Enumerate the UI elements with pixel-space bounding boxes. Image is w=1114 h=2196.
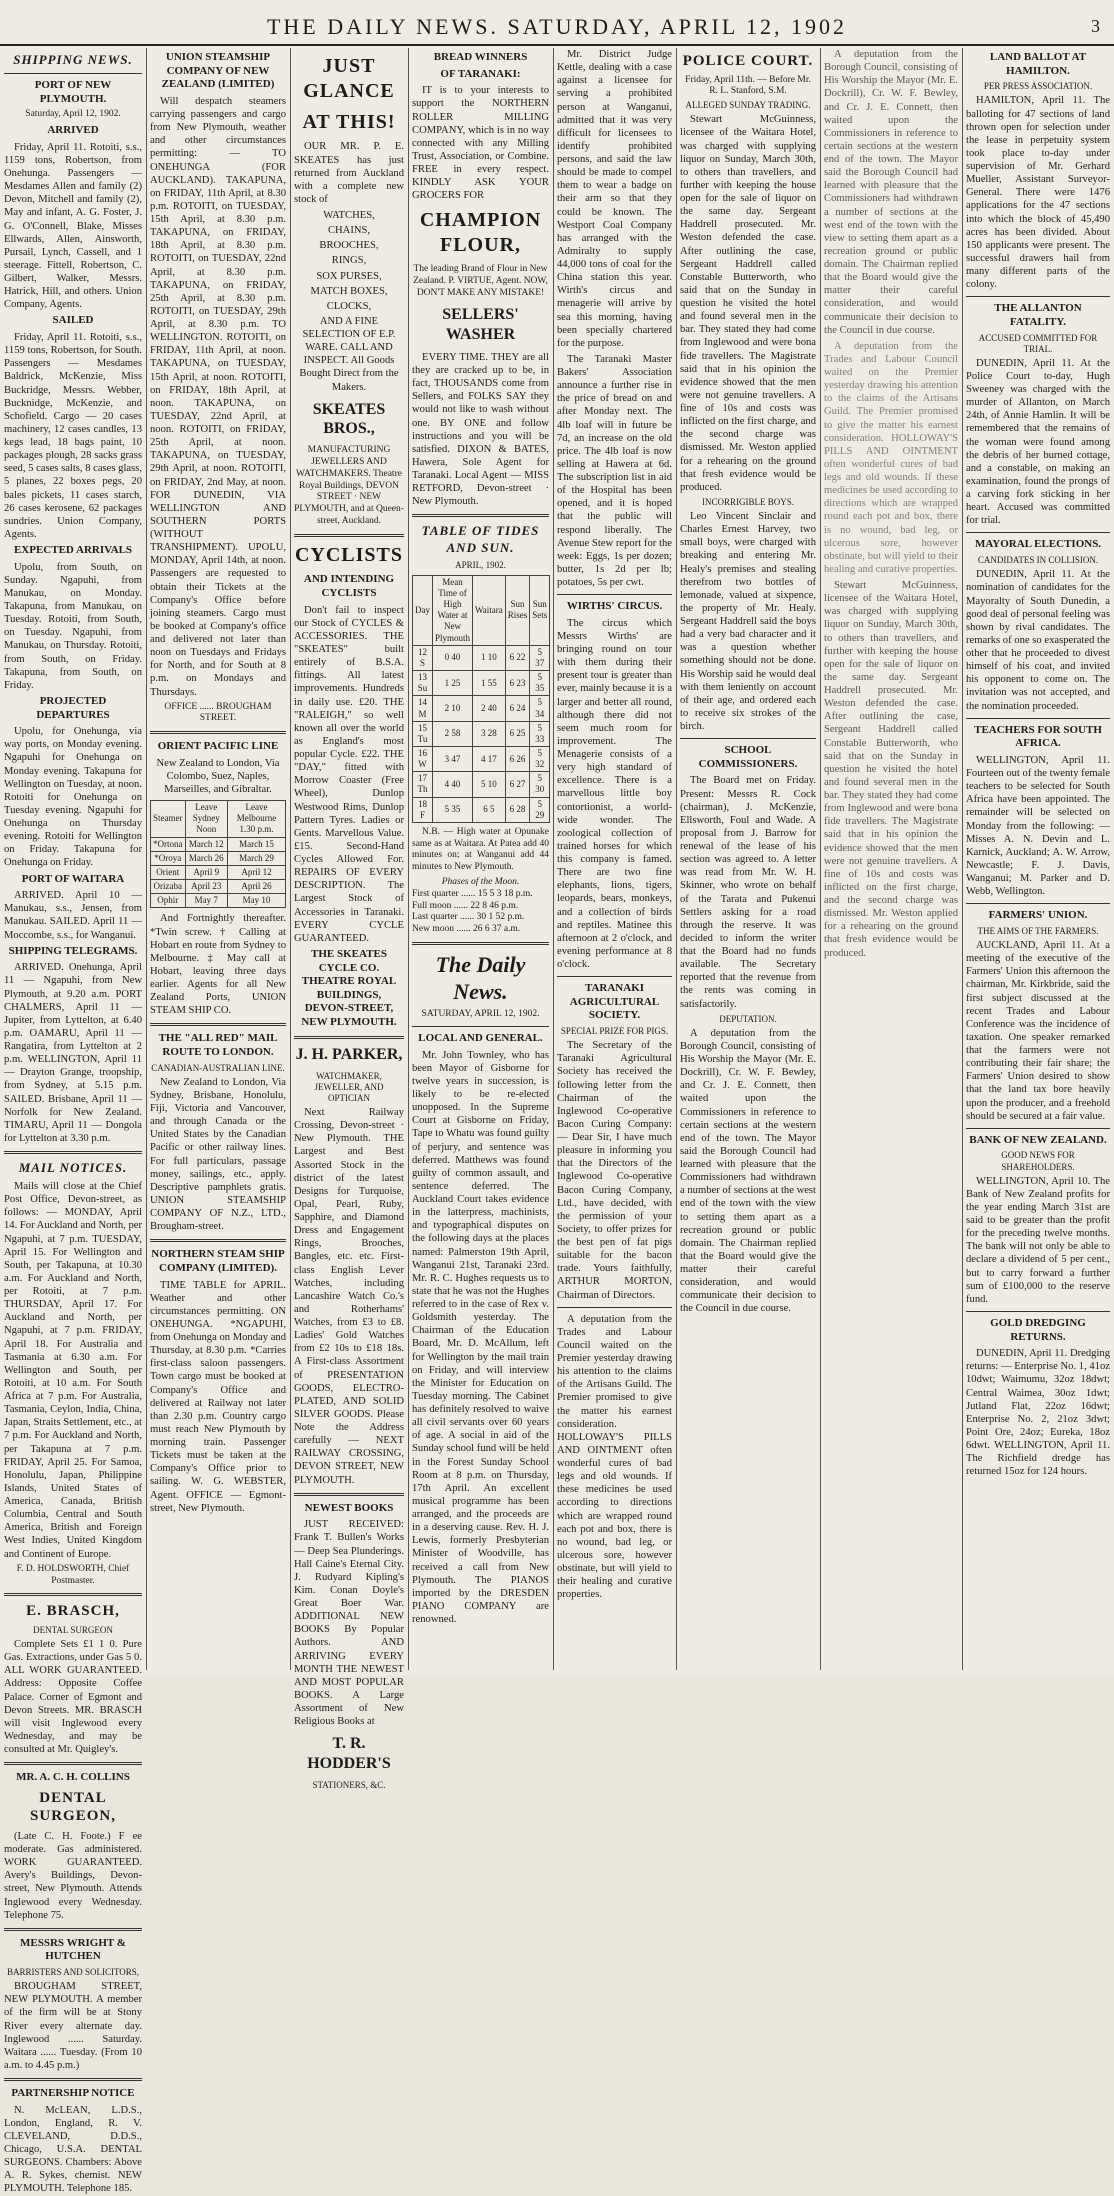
rule (294, 1036, 404, 1039)
bnz-heading: BANK OF NEW ZEALAND. (969, 1133, 1107, 1146)
rule (680, 738, 816, 739)
table-cell: 4 40 (433, 772, 473, 797)
orient-table (150, 800, 286, 908)
column-ads-news (412, 48, 549, 1670)
mail-text: Mails will close at the Chief Post Office, Devon-street, as follows: — MONDAY, April 14. For Auckland and North, per Ngapuhi, at 7 p.m. TUESDAY, April 15. For Wellington and South, per Takapuna, at 10.30 a.m. For Auckland and North, per Rotoiti, at 7 p.m. THURSDAY, April 17. For Auckland and North, per Ngapuhi, at 7 p.m. FRIDAY, April 18. For Australia and Tasmania at 6.30 a.m. For Wellington and South, per Rotoiti, at 10 a.m. For South Africa at 7 p.m. For Australia, Tasmania, Ceylon, India, China, Japan, Straits Settlement, etc., at 7 p.m. For Auckland and North, per Takapuna at 7 p.m. FRIDAY, April 25. For Samoa, Honolulu, Japan, Philippine Islands, United States of America, Canada, British Columbia, Central and South America, British and Foreign West Indies, United Kingdom and Continent of Europe. (4, 1181, 142, 1560)
mail-heading: MAIL NOTICES. (18, 1160, 128, 1175)
sly-text: Stewart McGuinness, licensee of the Waitara Hotel, was charged with supplying liquor on Sunday, March 30th, to others than travellers, and further with keeping the house open for the sale of liquor on the same day. Sergeant Haddrell prosecuted. Mr. Weston defended the case. After outlining the case, Sergeant Haddrell called Constable Butterworth, who said that on the Sunday in question he visited the hotel and found several men in the bar. They stated they had come from Inglewood and were bona fide travellers. The Magistrate said that in his opinion the evidence showed that the men were not genuine travellers. A fine of 10s and costs was inflicted on the first charge, and the second charge was dismissed. Mr. Weston applied for a rehearing on the ground that fresh evidence would be produced. (680, 114, 816, 493)
news-para: A deputation from the Trades and Labour Council waited on the Premier yesterday drawing his attention to the claims of the Artisans Guild. The Premier promised to give the matter his earnest consideration. HOLLOWAY'S PILLS AND OINTMENT often wonderful cures of bad legs and old wounds. If these medicines be used according to directions which are wrapped round each pot and box, there is no wound, bad leg, or ulcerous sore, however obstinate, but will yield to their healing and curative properties. (557, 1313, 672, 1601)
ballot-text: HAMILTON, April 11. The balloting for 47 sections of land thrown open for selection under the lease in perpetuity system took place to-day under supervision of Mr. Gerhard Mueller, Assistant Surveyor-General. There were 1476 applications for the 47 sections into which the block of 45,490 acres has been divided. About 150 applicants were present. The successful drawers hail from many different parts of the colony. (966, 95, 1110, 291)
table-header: Leave Melbourne 1.30 p.m. (227, 801, 285, 837)
table-cell: 6 26 (505, 746, 530, 771)
rule (294, 1493, 404, 1496)
postmaster: F. D. HOLDSWORTH, Chief Postmaster. (16, 1563, 130, 1586)
fatality-text: DUNEDIN, April 11. At the Police Court to-day, Hugh Sweeney was charged with the murder of Allanton, on March 24th, of Annie Hamlin. It will be remembered that the remains of the woman were found among the debris of her burned cottage, and a constable, on making an examination, found the prongs of a carving fork sticking in her heart. Accused was committed for trial. (966, 357, 1110, 527)
collins-title: MR. A. C. H. COLLINS (16, 1771, 130, 1784)
mayoral-heading: MAYORAL ELECTIONS. (974, 538, 1102, 551)
cyclists-text: Don't fail to inspect our Stock of CYCLES & ACCESSORIES. THE "SKEATES" built entirely of B.S.A. fittings. All latest improvements. Hundreds in daily use. £20. THE "RALEIGH," so well known all over the world as England's most popular Cycle. £22. THE "DAY," fitted with Morrow Coaster (Free Wheel), Dunlop Westwood Rims, Dunlop Pattern Tyres. Ladies or Gents. Marvellous Value. £15. Second-Hand Cycles Allowed For. REPAIRS OF EVERY DESCRIPTION. The Largest Stock of Accessories in Taranaki. EVERY CYCLE GUARANTEED. (294, 604, 404, 944)
table-cell: 6 23 (505, 671, 530, 696)
farmers-sub: THE AIMS OF THE FARMERS. (977, 925, 1099, 936)
fatality-heading: THE ALLANTON FATALITY. (994, 302, 1082, 328)
bread-sub: OF TARANAKI: (440, 67, 521, 80)
rule (4, 1928, 142, 1931)
projected-heading: PROJECTED DEPARTURES (36, 694, 110, 721)
column-divider (553, 48, 554, 1670)
table-row (151, 837, 286, 851)
rule (4, 1593, 142, 1596)
northern-text: TIME TABLE for APRIL. Weather and other circumstances permitting. ON ONEHUNGA. *NGAPUHI, from Onehunga on Monday and Thursday, at 8.30 p.m. *Carries first-class saloon passengers. Town cargo must be booked at Company's Office and delivered at Railway not later than 2.30 p.m. Country cargo must reach New Plymouth by morning train. Passenger Tickets must be taken at the Company's Office prior to sailing. W. G. WEBSTER, Agent. OFFICE — Egmont-street, New Plymouth. (150, 1279, 286, 1514)
table-cell: 18 F (413, 797, 433, 822)
parker-title: J. H. PARKER, (295, 1045, 403, 1063)
teachers-heading: TEACHERS FOR SOUTH AFRICA. (974, 723, 1102, 750)
sellers-title: SELLERS' WASHER (442, 306, 519, 344)
table-cell: 3 47 (433, 746, 473, 771)
table-row (413, 772, 550, 797)
skeates-title: SKEATES BROS., (312, 400, 386, 438)
table-cell: March 29 (227, 851, 285, 865)
depot-text: A deputation from the Borough Council, consisting of His Worship the Mayor (Mr. E. Dockrill), Cr. W. F. Bewley, and Cr. J. E. Connett, then waited upon the Commissioners in reference to certain sections at the western end of the town. The Mayor said the Borough Council had learned with pleasure that the Commissioners had withdrawn a number of sections at the west end of the town with the view to setting them apart as a recreation ground or public domain. The Chairman replied that the Board would give the matter their careful consideration, and would communicate their decision to the Council in due course. (680, 1027, 816, 1315)
tides-table (412, 575, 550, 823)
allred-title: THE "ALL RED" MAIL ROUTE TO LONDON. (158, 1032, 278, 1059)
tas-text: The Secretary of the Taranaki Agricultural Society has received the following letter from the Chairman of the Inglewood Co-operative Bacon Curing Company: — Dear Sir, I have much pleasure in informing you that the Directors of the Inglewood Co-operative Bacon Curing Company, Ltd., have decided, with the permission of your Society, to offer prizes for the best pen of fat pigs suitable for the bacon trade. Yours faithfully, ARTHUR MORTON, Chairman of Directors. (557, 1040, 672, 1301)
farmers-heading: FARMERS' UNION. (988, 909, 1088, 922)
sly-heading: ALLEGED SUNDAY TRADING. (685, 100, 811, 111)
wright-title: MESSRS WRIGHT & HUTCHEN (20, 1936, 126, 1963)
phase-line: Full moon ...... 22 8 46 p.m. (412, 900, 519, 911)
books-text: JUST RECEIVED: Frank T. Bullen's Works — Deep Sea Plunderings. Hall Caine's Eternal City. J. Rudyard Kipling's Kim. Conan Doyle's Great Boer War. ADDITIONAL NEW BOOKS By Popular Authors. AND ARRIVING EVERY MONTH THE NEWEST AND MOST POPULAR BOOKS. A Large Assortment of New Religious Books at (294, 1519, 404, 1728)
table-header: Waitara (473, 575, 506, 645)
mayoral-text: DUNEDIN, April 11. At the nomination of candidates for the Mayoralty of South Dunedin, a good deal of personal feeling was shown by rival candidates. The remarks of one so exasperated the other that he proceeded to divest himself of his coat, and invited his opponent to come on. The invitation was not accepted, and the nomination proceeded. (966, 569, 1110, 712)
table-cell: April 12 (227, 865, 285, 879)
table-cell: 1 25 (433, 671, 473, 696)
local-text: Mr. John Townley, who has been Mayor of Gisborne for twelve years in succession, is likely to be re-elected unopposed. In the Supreme Court at Gisborne on Friday, Tape to Whatu was found guilty of perjury, and sentence was deferred. Matthews was found guilty of common assault, and sentence deferred. The Auckland Court takes evidence in the latterpress, machinists, and typographical disputes on the following days at the places named: Palmerston 19th April, Wanganui 21st, Taranaki 23rd. Mr. R. C. Hughes requests us to state that he was not the Hughes referred to in the case of Rex v. Goldsmith yesterday. The Chairman of the Education Board, Mr. D. McAllum, left for Wellington by the mail train on Friday, and will interview the Minister for Education on Tuesday morning. The Cabinet has definitely resolved to waive all civil servants over 60 years of age. A social in aid of the Sunday school fund will be held in the Forest Sunday School Room at 8 p.m. on Thursday, 17th April. An excellent musical programme has been arranged, and the proceeds are in a deserving cause. Rev. H. J. Lewis, formerly Presbyterian Minister of Woodville, has received a call from New Plymouth. The PIANOS imported by the DRESDEN PIANO COMPANY are renowned. (412, 1049, 549, 1626)
hodder-title: T. R. HODDER'S (307, 1735, 391, 1773)
table-header: Mean Time of High Water at New Plymouth (433, 575, 473, 645)
rule (966, 718, 1110, 719)
table-header: Sun Sets (530, 575, 550, 645)
rule (412, 514, 549, 517)
table-header: Day (413, 575, 433, 645)
bread-text: IT is to your interests to support the NORTHERN ROLLER MILLING COMPANY, which is in no way connected with any Milling Trust, Association, or Combine. FREE in every respect. KINDLY ASK YOUR GROCERS FOR (412, 85, 549, 202)
jag-item: BROOCHES, (319, 240, 379, 252)
teachers-text: WELLINGTON, April 11. Fourteen out of the twenty female teachers to be selected for South Africa have been appointed. The remainder will be selected on Monday from the following: — Misses A. N. Devin and L. Karnick, Auckland; A. W. Arrow, Newcastle; F. J. Davis, Wanganui; M. Parker and D. Webb, Wellington. (966, 754, 1110, 898)
table-cell: 2 40 (473, 696, 506, 721)
collins-text: (Late C. H. Foote.) F ee moderate. Gas administered. WORK GUARANTEED. Avery's Buildings, Devon-street, New Plymouth. Attends Inglewood every Wednesday. Telephone 75. (4, 1830, 142, 1921)
champion-text: The leading Brand of Flour in New Zealand. P. VIRTUE, Agent. NOW, DON'T MAKE ANY MISTAKE! (413, 263, 548, 298)
table-cell: 5 37 (530, 645, 550, 670)
table-row (151, 851, 286, 865)
collins-sub: DENTAL SURGEON, (30, 1789, 116, 1825)
telegrams-text: ARRIVED. Onehunga, April 11 — Ngapuhi, from New Plymouth, at 9.20 a.m. PORT CHALMERS, April 11 — Jupiter, from Lyttelton, at 6.40 p.m. OAMARU, April 11 — Rangatira, from Lyttelton at 2 p.m. WELLINGTON, April 11 — Drayton Grange, troopship, from Sydney, at 5.15 p.m. SAILED. Brisbane, April 11 — Norfolk for New Zealand. TIMARU, April 11 — Dongola for Lyttelton at 3.30 p.m. (4, 962, 142, 1144)
phase-line: Last quarter ...... 30 1 52 p.m. (412, 912, 525, 923)
champion-title: CHAMPION FLOUR, (419, 209, 542, 257)
table-cell: 15 Tu (413, 721, 433, 746)
tides-title: TABLE OF TIDES AND SUN. (421, 523, 540, 555)
table-cell: March 12 (185, 837, 227, 851)
rule (412, 942, 549, 945)
table-cell: 6 25 (505, 721, 530, 746)
tas-sub: SPECIAL PRIZE FOR PIGS. (560, 1026, 669, 1036)
rule (4, 73, 142, 74)
column-news-2 (824, 48, 958, 1670)
tides-note: N.B. — High water at Opunake same as at Waitara. At Patea add 40 minutes on; at Wanganui add 44 minutes to New Plymouth. (412, 826, 549, 873)
table-header-row (151, 801, 286, 837)
bnz-text: WELLINGTON, April 10. The Bank of New Zealand profits for the year ending March 31st are said to be greater than the profit for the preceding twelve months. The bank will not only be able to declare a dividend of 5 per cent., but to carry forward a further sum of £100,000 to the reserve fund. (966, 1175, 1110, 1305)
jag-title: JUST GLANCE (303, 55, 395, 102)
table-cell: April 9 (185, 865, 227, 879)
column-police (680, 48, 816, 1670)
table-row (151, 894, 286, 908)
rule (557, 1307, 672, 1308)
news-para: The Taranaki Master Bakers' Association announce a further rise in the price of bread on and after Monday next. The 4lb loaf will in future be 7d, an increase on the old price. The 4lb loaf is now selling at Hawera at 6d. The subscription list in aid of the Hospital has been opened, and it is hoped that the public will respond liberally. The Avenue Stew report for the week: Eggs, 1s per dozen; butter, 1s 2d per lb; potatoes, 5s per cwt. (557, 353, 672, 588)
bread-title: BREAD WINNERS (433, 51, 528, 63)
column-divider (820, 48, 821, 1670)
police-heading: POLICE COURT. (682, 53, 814, 69)
news-para: A deputation from the Borough Council, consisting of His Worship the Mayor (Mr. E. Dockrill), Cr. W. F. Bewley, and Cr. J. E. Connett, then waited upon the Commissioners in reference to certain sections at the western end of the town. The Mayor said the Borough Council had learned with pleasure that the Commissioners had withdrawn a number of sections at the west end of the town with the view to setting them apart as a recreation ground or public domain. The Chairman replied that the Board would give the matter their careful consideration, and would communicate their decision to the Council in due course. (824, 49, 958, 336)
allred-sub: CANADIAN-AUSTRALIAN LINE. (151, 1062, 285, 1073)
arrived-heading: ARRIVED (47, 124, 99, 137)
rule (150, 1239, 286, 1242)
table-cell: April 26 (227, 880, 285, 894)
daily-news-title: The Daily News. (435, 951, 526, 1005)
allred-text: New Zealand to London, Via Sydney, Brisbane, Honolulu, Fiji, Victoria and Vancouver, and through Canada or the United States by the Canadian Pacific or other railway lines. For full particulars, passage money, sailings, etc., apply. Descriptive pamphlets gratis. UNION STEAMSHIP COMPANY OF N.Z., LTD., Brougham-street. (150, 1076, 286, 1233)
rule (557, 976, 672, 977)
jag-item: WATCHES, (323, 210, 375, 222)
ballot-heading: LAND BALLOT AT HAMILTON. (989, 51, 1087, 77)
table-cell: 6 27 (505, 772, 530, 797)
table-cell: Orient (151, 865, 186, 879)
bnz-sub: GOOD NEWS FOR SHAREHOLDERS. (1001, 1150, 1075, 1172)
table-cell: April 23 (185, 880, 227, 894)
jag-item: RINGS, (331, 255, 367, 267)
waitara-heading: PORT OF WAITARA (21, 872, 125, 885)
table-cell: 0 40 (433, 645, 473, 670)
table-cell: 5 32 (530, 746, 550, 771)
tides-month: APRIL, 1902. (455, 559, 506, 570)
table-cell: 1 10 (473, 645, 506, 670)
rule (4, 2078, 142, 2081)
table-cell: 2 58 (433, 721, 473, 746)
waitara-text: ARRIVED. April 10 — Manukau, s.s., Jensen, from Manukau. SAILED. April 11 — Moccombe, s.s., for Wanganui. (4, 890, 142, 941)
table-header: Steamer (151, 801, 186, 837)
union-office: OFFICE ...... BROUGHAM STREET. (164, 701, 272, 724)
wirth-text: The circus which Messrs Wirths' are bringing round on tour with them during their present tour is greater than ever, mainly because it is a larger and better all round, although there did not seem much room for improvement. The Menagerie consists of a very high standard of excellence. There is a marvellous little boy contortionist, a world-wide wonder. The zoological collection of trained horses for which this company is famed. There are two fine elephants, lions, tigers, leopards, bears, monkeys, and a collection of birds and reptiles. Matinee this afternoon at 2 o'clock, and evening performance at 8 o'clock. (557, 617, 672, 970)
column-divider (408, 48, 409, 1670)
orient-text: New Zealand to London, Via Colombo, Suez, Naples, Marseilles, and Gibraltar. (156, 757, 280, 796)
column-news (557, 48, 672, 1670)
table-cell: 5 35 (433, 797, 473, 822)
table-cell: Orizaba (151, 880, 186, 894)
sailed-heading: SAILED (52, 314, 94, 327)
police-sub: Friday, April 11th. — Before Mr. R. L. Stanford, S.M. (685, 74, 811, 97)
rule (150, 1023, 286, 1026)
column-telegrams (966, 48, 1110, 1670)
school-heading: SCHOOL COMMISSIONERS. (698, 744, 798, 770)
daily-news-date: SATURDAY, APRIL 12, 1902. (421, 1009, 540, 1020)
table-cell: 6 5 (473, 797, 506, 822)
jag-item: CHAINS, (327, 225, 371, 237)
phases-title: Phases of the Moon. (441, 876, 520, 887)
table-cell: Ophir (151, 894, 186, 908)
table-cell: 6 28 (505, 797, 530, 822)
column-divider (290, 48, 291, 1670)
table-cell: 6 22 (505, 645, 530, 670)
sellers-text: EVERY TIME. THEY are all they are cracked up to be, in fact, THOUSANDS come from Sellers, and FOLKS SAY they would not like to wash without one. BY ONE and follow instructions and you will be satisfied. DIXON & BATES, Hawera, Sole Agent for Taranaki. Local Agent — MISS RETFORD, Devon-street · New Plymouth. (412, 351, 549, 508)
table-header-row (413, 575, 550, 645)
table-cell: 5 30 (530, 772, 550, 797)
table-row (413, 721, 550, 746)
table-cell: 5 10 (473, 772, 506, 797)
projected-text: Upolu, for Onehunga, via way ports, on Monday evening. Ngapuhi for Onehunga on Monday evening. Takapuna for Wellington on Tuesday, at noon. Rotoiti for Onehunga on Tuesday evening. Ngapuhi for Onehunga on Thursday evening. Rotoiti for Wellington on Friday. Takapuna for Onehunga on Friday. (4, 726, 142, 869)
parker-text: Next Railway Crossing, Devon-street · New Plymouth. THE Largest and Best Assorted Stock in the district of the latest Designs for Turquoise, Opal, Pearl, Ruby, Sapphire, and Diamond Dress and Engagement Rings, Brooches, Bangles, etc. etc. First-class English Lever Watches, including Lancashire Watch Co.'s and Rotherhams' Watches, from £3 to £8. Ladies' Gold Watches from £2 10s to £18 18s. A First-class Assortment of PRESENTATION GOODS, ELECTRO-PLATED, AND SOLID SILVER GOODS. Please Note the Address carefully — NEXT RAILWAY CROSSING, DEVON STREET, NEW PLYMOUTH. (294, 1107, 404, 1486)
page-number: 3 (1091, 16, 1100, 36)
wirth-heading: WIRTHS' CIRCUS. (566, 600, 663, 613)
table-row (413, 746, 550, 771)
rule (557, 594, 672, 595)
drunk-text: Leo Vincent Sinclair and Charles Ernest Harvey, two small boys, were charged with breaking and entering Mr. Healy's premises and stealing therefrom two bottles of lemonade, valued at sixpence, the property of Mr. Healy. Sergeant Haddrell said the boys had a very bad character and it was a question whether something should not be done. His Worship said he would deal with them leniently on account of their age, and ordered each to receive six strokes of the birch. (680, 511, 816, 733)
table-cell: 12 S (413, 645, 433, 670)
cyclists-title: CYCLISTS (294, 543, 404, 566)
table-cell: 5 35 (530, 671, 550, 696)
table-cell: 13 Su (413, 671, 433, 696)
shipping-date: Saturday, April 12, 1902. (25, 109, 121, 120)
brasch-title: E. BRASCH, (26, 1603, 120, 1620)
mayoral-sub: CANDIDATES IN COLLISION. (977, 555, 1099, 566)
brasch-text: Complete Sets £1 1 0. Pure Gas. Extractions, under Gas 5 0. ALL WORK GUARANTEED. Address: Opposite Coffee Palace. Corner of Egmont and Devon Streets. MR. BRASCH will visit Inglewood every Wednesday, and may be consulted at Mr. Quigley's. (4, 1639, 142, 1756)
partnership-title: PARTNERSHIP NOTICE (11, 2087, 135, 2100)
column-divider (146, 48, 147, 1670)
sailed-text: Friday, April 11. Rotoiti, s.s., 1159 tons, Robertson, for South. Passengers — Mesdames Baldrick, McKenzie, Miss Buckridge, Messrs. Webber, Bucknidge, McKenzie, and Schofield. Cargo — 20 cases machinery, 12 cases candles, 13 kegs lead, 18 bags paint, 10 packages plough, 28 sacks grass seed, 5 cases salts, 8 cases glass, 5 planes, 22 boxes pegs, 20 bales pickets, 11 cases starch, 26 cases kerosene, 62 packages sundries. Union Company, Agents. (4, 332, 142, 540)
table-cell: March 15 (227, 837, 285, 851)
table-cell: 1 55 (473, 671, 506, 696)
table-cell: 4 17 (473, 746, 506, 771)
table-cell: *Oroya (151, 851, 186, 865)
telegrams-heading: SHIPPING TELEGRAMS. (8, 944, 138, 957)
table-row (413, 696, 550, 721)
hodder-sub: STATIONERS, &C. (312, 1779, 386, 1790)
brasch-sub: DENTAL SURGEON (33, 1624, 113, 1635)
table-cell: 5 34 (530, 696, 550, 721)
farmers-text: AUCKLAND, April 11. At a meeting of the executive of the Farmers' Union this afternoon the chairman, Mr. Kirkbride, said the first subject discussed at the recent Trades and Labour Conference was the incidence of taxation. One speaker remarked that the farmers were not contributing their fair share; the Farmers' Union desired to show that the land tax bore heavily upon the producer, and a freehold should be secured at a fair value. (966, 940, 1110, 1122)
orient-title: ORIENT PACIFIC LINE (157, 740, 279, 753)
skeates-cycle: THE SKEATES CYCLE CO. THEATRE ROYAL BUILDINGS, DEVON-STREET, NEW PLYMOUTH. (301, 947, 397, 1029)
news-para: Stewart McGuinness, licensee of the Waitara Hotel, was charged with supplying liquor on Sunday, March 30th, to others than travellers, and further with keeping the house open for the sale of liquor on the same day. Sergeant Haddrell prosecuted. Mr. Weston defended the case. After outlining the case, Sergeant Haddrell called Constable Butterworth, who said that on the Sunday in question he visited the hotel and found several men in the bar. They stated they had come from Inglewood and were bona fide travellers. The Magistrate said that in his opinion the evidence showed that the men were not genuine travellers. A fine of 10s and costs was inflicted on the first charge, and the second charge was dismissed. Mr. Weston applied for a rehearing on the ground that fresh evidence would be produced. (824, 580, 958, 959)
books-title: NEWEST BOOKS (304, 1501, 394, 1514)
rule (294, 534, 404, 537)
rule (966, 903, 1110, 904)
orient-after: And Fortnightly thereafter. *Twin screw. † Calling at Hobart en route from Sydney to Melbourne. ‡ May call at Hobart, leaving three days earlier. Agents for all New Zealand Ports, UNION STEAM SHIP CO. (150, 913, 286, 1017)
jag-item: MATCH BOXES, (310, 285, 388, 297)
table-cell: 14 M (413, 696, 433, 721)
parker-sub: WATCHMAKER, JEWELLER, AND OPTICIAN (314, 1070, 384, 1103)
rule (150, 731, 286, 734)
jag-after: AND A FINE SELECTION OF E.P. WARE. CALL AND INSPECT. All Goods Bought Direct from the Makers. (299, 315, 399, 393)
table-row (413, 671, 550, 696)
masthead (0, 0, 1114, 46)
table-cell: May 7 (185, 894, 227, 908)
table-row (413, 645, 550, 670)
tas-heading: TARANAKI AGRICULTURAL SOCIETY. (569, 982, 660, 1022)
port-heading: PORT OF NEW PLYMOUTH. (34, 79, 112, 105)
table-row (151, 865, 286, 879)
column-shipping (4, 48, 142, 2195)
rule (966, 296, 1110, 297)
gold-text: DUNEDIN, April 11. Dredging returns: — Enterprise No. 1, 41oz 10dwt; Waimumu, 32oz 18dwt; Central Waimea, 30oz 1dwt; Jutland Flat, 22oz 16dwt; Enterprise No. 2, 21oz 3dwt; Point Ore, 24oz; Eureka, 18oz 6dwt. WELLINGTON, April 11. The Richfield dredge has returned 15oz for 124 hours. (966, 1348, 1110, 1478)
news-para: Mr. District Judge Kettle, dealing with a case against a licensee for serving a prohibited person at Wanganui, admitted that it was very difficult for licensees to identify prohibited persons, and said the law should be made to compel them to wear a badge on their arm so that they could be known. The Westport Coal Company has arranged with the Admiralty to supply 44,000 tons of coal for the China station this year. Wirth's circus and menagerie will arrive by sea this morning, having been specially chartered for the purpose. (557, 49, 672, 349)
jag-item: CLOCKS, (326, 300, 372, 312)
fatality-sub: ACCUSED COMMITTED FOR TRIAL. (978, 332, 1098, 354)
table-cell: March 26 (185, 851, 227, 865)
shipping-heading: SHIPPING NEWS. (13, 52, 133, 67)
table-cell: 5 29 (530, 797, 550, 822)
rule (966, 1128, 1110, 1129)
rule (966, 1311, 1110, 1312)
union-text: Will despatch steamers carrying passengers and cargo from New Plymouth, weather and other circumstances permitting: — TO ONEHUNGA (FOR AUCKLAND). TAKAPUNA, on FRIDAY, 11th April, at 8.30 p.m. ROTOITI, on TUESDAY, 15th April, at 8.30 p.m. TAKAPUNA, on FRIDAY, 18th April, at 8.30 p.m. ROTOITI, on TUESDAY, 22nd April, at 8.30 p.m. TAKAPUNA, on FRIDAY, 25th April, at 8.30 p.m. ROTOITI, on TUESDAY, 29th April, at 8.30 p.m. TO WELLINGTON. ROTOITI, on FRIDAY, 11th April, at noon. TAKAPUNA, on TUESDAY, 15th April, at noon. ROTOITI, on FRIDAY, 18th April, at noon. TAKAPUNA, on TUESDAY, 22nd April, at noon. ROTOITI, on FRIDAY, 25th April, at noon. TAKAPUNA, on TUESDAY, 29th April, at noon. ROTOITI, on FRIDAY, 2nd May, at noon. FOR DUNEDIN, VIA WELLINGTON AND SOUTHERN PORTS (WITHOUT TRANSHIPMENT). UPOLU, MONDAY, April 14th, at noon. Passengers are requested to obtain their Tickets at the Company's Office before joining steamers. Cargo must be booked at Company's office and delivered not later than noon on Tuesdays and Fridays for North, and for South at 8 p.m. on Mondays and Thursdays. (150, 95, 286, 698)
union-title: UNION STEAMSHIP COMPANY OF NEW ZEALAND (LIMITED) (161, 51, 275, 91)
table-cell: May 10 (227, 894, 285, 908)
arrived-text: Friday, April 11. Rotoiti, s.s., 1159 tons, Robertson, from Onehunga. Passengers — Mesdames Allen and family (2) Devon, Mitchell and family (2), May and infant, A. G. Foster, J. G. O'Connell, Blake, Misses Ellwards, Allen, Ainsworth, Pursail, Lynch, Cassell, and 1 steerage. Fittell, Robertson, C. Gilbert, Walker, Messrs. Hatrick, Hill, and others. Union Company, Agents. (4, 141, 142, 311)
jag-title-2: AT THIS! (302, 110, 396, 133)
table-header: Sun Rises (505, 575, 530, 645)
table-cell: 5 33 (530, 721, 550, 746)
depot-heading: DEPUTATION. (719, 1013, 777, 1024)
ballot-sub: PER PRESS ASSOCIATION. (983, 81, 1093, 92)
phase-line: New moon ...... 26 6 37 a.m. (412, 924, 521, 935)
gold-heading: GOLD DREDGING RETURNS. (990, 1316, 1086, 1343)
news-para: A deputation from the Trades and Labour Council waited on the Premier yesterday drawing his attention to the claims of the Artisans Guild. The Premier promised to give the matter his earnest consideration. HOLLOWAY'S PILLS AND OINTMENT often wonderful cures of bad legs and old wounds. If these medicines be used according to directions which are wrapped round each pot and box, there is no wound, bad leg, or ulcerous sore, however obstinate, but will yield to their healing and curative properties. (824, 340, 958, 575)
table-cell: 3 28 (473, 721, 506, 746)
table-row (413, 797, 550, 822)
wright-text: BROUGHAM STREET, NEW PLYMOUTH. A member of the firm will be at Stony River every alternate day. Inglewood ...... Saturday. Waitara ...... Tuesday. (From 10 a.m. to 4.45 p.m.) (4, 1981, 142, 2071)
rule (4, 1762, 142, 1765)
table-cell: 2 10 (433, 696, 473, 721)
rule (966, 532, 1110, 533)
rule (4, 1151, 142, 1154)
jag-item: SOX PURSES, (316, 270, 382, 282)
school-text: The Board met on Friday. Present: Messrs R. Cock (chairman), J. McKenzie, Ellsworth, Foul and Wade. A proposal from J. Barrow for renewal of the lease of his section was agreed to. A letter was read from Mr. W. H. Skinner, who wrote on behalf of the Tarata and Pukenui Settlers asking for a road through the reserve. It was decided to inform the writer that the Board had no funds available. The Secretary reported that the revenue from the rents was coming in satisfactorily. (680, 775, 816, 1010)
masthead-title: THE DAILY NEWS. SATURDAY, APRIL 12, 1902 (266, 14, 848, 39)
table-cell: 17 Th (413, 772, 433, 797)
expected-heading: EXPECTED ARRIVALS (13, 544, 133, 556)
table-row (151, 880, 286, 894)
column-ads (294, 48, 404, 1790)
partnership-text: N. McLEAN, L.D.S., London, England, R. V. CLEVELAND, D.D.S., Chicago, U.S.A. DENTAL SURGEONS. Chambers: Above A. R. Sykes, chemist. NEW PLYMOUTH. Telephone 185. (4, 2104, 142, 2195)
wright-sub: BARRISTERS AND SOLICITORS, (6, 1967, 140, 1978)
table-header: Leave Sydney Noon (185, 801, 227, 837)
rule (412, 1026, 549, 1027)
column-steamship (150, 48, 286, 1670)
table-cell: 16 W (413, 746, 433, 771)
table-cell: *Ortona (151, 837, 186, 851)
drunk-heading: INCORRIGIBLE BOYS. (701, 496, 794, 507)
table-cell: 6 24 (505, 696, 530, 721)
expected-text: Upolu, from South, on Sunday. Ngapuhi, from Manukau, on Monday. Takapuna, from Manukau, on Tuesday. Rotoiti, from South, on Tuesday. Ngapuhi, from Manukau, on Thursday. Rotoiti, from South, on Friday. Takapuna, from South, on Friday. (4, 561, 142, 691)
phase-line: First quarter ...... 15 5 3 18 p.m. (412, 888, 533, 899)
jag-text: OUR MR. P. E. SKEATES has just returned from Auckland with a complete new stock of (294, 141, 404, 205)
local-heading: LOCAL AND GENERAL. (418, 1032, 543, 1045)
cyclists-sub: AND INTENDING CYCLISTS (303, 573, 395, 600)
column-divider (962, 48, 963, 1670)
northern-title: NORTHERN STEAM SHIP COMPANY (LIMITED). (151, 1248, 285, 1274)
skeates-text: MANUFACTURING JEWELLERS AND WATCHMAKERS. Theatre Royal Buildings, DEVON STREET · NEW PLYMOUTH, and at Queen-street, Auckland. (294, 445, 404, 526)
column-divider (676, 48, 677, 1670)
